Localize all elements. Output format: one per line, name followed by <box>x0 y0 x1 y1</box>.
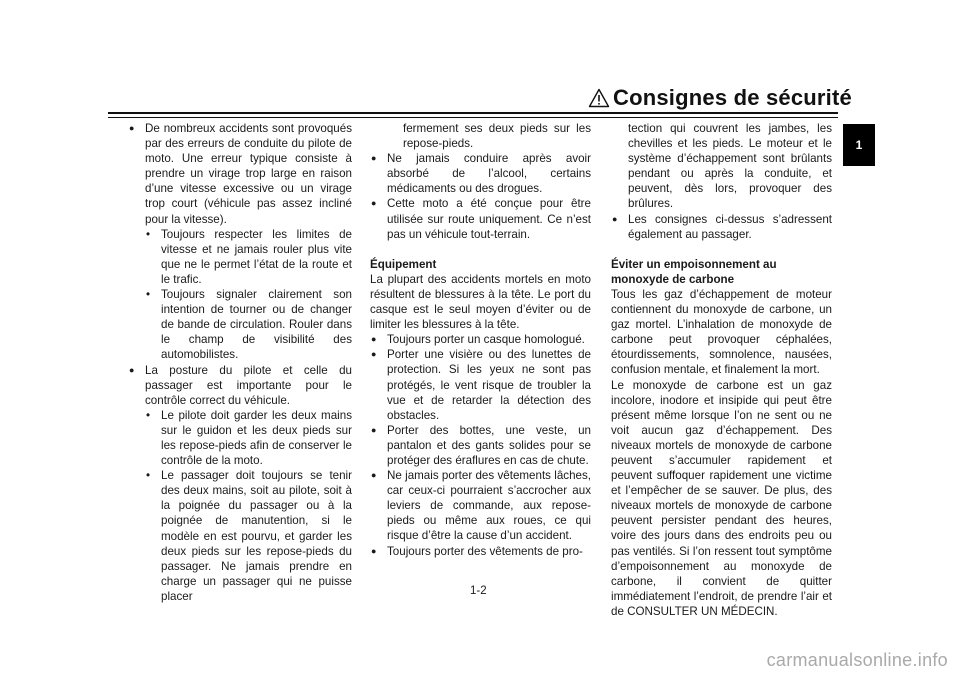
bullet-item: ● Les consignes ci-dessus s’adressent également au passager. <box>611 212 832 242</box>
sub-bullet-item: • Le passager doit toujours se tenir des deux mains, soit au pilote, soit à la poignée du passager ou à la poignée de manutention, si le modèle en est pourvu, et garder les deux pieds sur les repose-pieds du passager. Ne jamais prendre en charge un passager qui ne puisse placer <box>142 468 352 604</box>
paragraph: Tous les gaz d’échappement de moteur contiennent du monoxyde de carbone, un gaz mortel. L’inhalation de monoxyde de carbone peut provoquer céphalées, étourdissements, somnolence, nausées, confusion mentale, et finalement la mort. <box>611 287 832 377</box>
paragraph: La plupart des accidents mortels en moto résultent de blessures à la tête. Le port du casque est le seul moyen d’éviter ou de limiter les blessures à la tête. <box>370 272 591 332</box>
continued-text: tection qui couvrent les jambes, les chevilles et les pieds. Le moteur et le système d’échappement sont brûlants pendant ou après la conduite, et peuvent, dès lors, provoquer des brûlures. <box>628 122 832 211</box>
section-heading: Éviter un empoisonnement au monoxyde de carbone <box>611 257 777 286</box>
sub-bullet-item: • Toujours respecter les limites de vitesse et ne jamais rouler plus vite que ne le permet l’état de la route et le trafic. <box>142 227 352 287</box>
text-column-3 <box>611 121 832 619</box>
continued-text: fermement ses deux pieds sur les repose-pieds. <box>403 122 591 151</box>
bullet-item: ● La posture du pilote et celle du passager est importante pour le contrôle correct du véhicule. <box>128 363 352 408</box>
sub-bullet-item: • Le pilote doit garder les deux mains sur le guidon et les deux pieds sur les repose-pieds afin de conserver le contrôle de la moto. <box>142 408 352 468</box>
text-column-1 <box>128 121 352 604</box>
chapter-tab: 1 <box>843 124 875 166</box>
page-title: Consignes de sécurité <box>613 85 852 110</box>
header-rule-thin <box>108 117 838 118</box>
bullet-item: ● Cette moto a été conçue pour être utilisée sur route uniquement. Ce n’est pas un véhicule tout-terrain. <box>370 196 591 241</box>
bullet-item: ● Ne jamais conduire après avoir absorbé de l’alcool, certains médicaments ou des drogues. <box>370 151 591 196</box>
section-heading: Équipement <box>370 257 437 271</box>
warning-triangle-icon <box>588 88 610 108</box>
bullet-item: ● Toujours porter un casque homologué. <box>370 332 591 347</box>
bullet-item: ● Toujours porter des vêtements de pro- <box>370 544 591 559</box>
text-column-2 <box>370 121 591 559</box>
bullet-item: ● Porter des bottes, une veste, un pantalon et des gants solides pour se protéger des éraflures en cas de chute. <box>370 423 591 468</box>
page-header <box>588 84 852 112</box>
bullet-item: ● De nombreux accidents sont provoqués par des erreurs de conduite du pilote de moto. Une erreur typique consiste à prendre un virage trop large en raison d’une vitesse excessive ou un virage trop court (véhicule pas assez incliné pour la vitesse). <box>128 121 352 227</box>
header-rule <box>108 112 838 114</box>
sub-bullet-item: • Toujours signaler clairement son intention de tourner ou de changer de bande de circulation. Rouler dans le champ de visibilité des automobilistes. <box>142 287 352 362</box>
page-number: 1-2 <box>470 585 487 597</box>
watermark: carmanualsonline.info <box>766 650 948 670</box>
bullet-item: ● Ne jamais porter des vêtements lâches, car ceux-ci pourraient s’accrocher aux leviers de commande, aux repose-pieds ou même aux roues, ce qui risque d’être la cause d’un accident. <box>370 468 591 543</box>
bullet-item: ● Porter une visière ou des lunettes de protection. Si les yeux ne sont pas protégés, le vent risque de troubler la vue et de retarder la détection des obstacles. <box>370 347 591 422</box>
paragraph: Le monoxyde de carbone est un gaz incolore, inodore et insipide qui peut être présent même lorsque l’on ne sent ou ne voit aucun gaz d’échappement. Des niveaux mortels de monoxyde de carbone peuvent s’accumuler rapidement et peuvent suffoquer rapidement une victime et l’empêcher de se sauver. De plus, des niveaux mortels de monoxyde de carbone peuvent persister pendant des heures, voire des jours dans des endroits peu ou pas ventilés. Si l’on ressent tout symptôme d’empoisonnement au monoxyde de carbone, il convient de quitter immédiatement l’endroit, de prendre l’air et de CONSULTER UN MÉDECIN. <box>611 378 832 618</box>
